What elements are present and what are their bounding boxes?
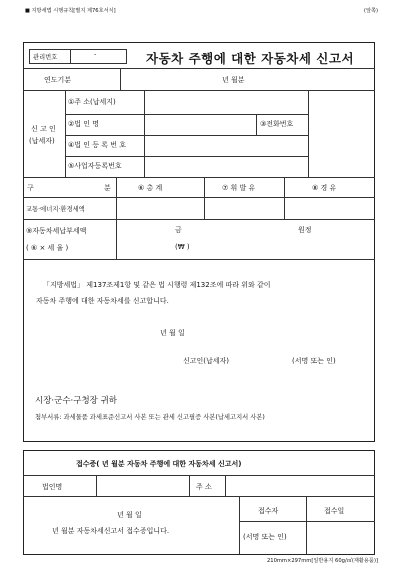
attachments-note: 첨부서류: 과세물품 과세표준신고서 사본 또는 관세 신고필증 사본(납세고지서 사본)	[35, 414, 265, 421]
filing-date[interactable]: 년 월 일	[160, 329, 185, 337]
column-header-diesel: ⑧ 경 유	[312, 184, 337, 192]
year-label: 연도기분	[44, 76, 72, 84]
receipt-title: 접수증( 년 월분 자동차 주행에 대한 자동차세 신고서)	[76, 460, 242, 468]
filer-sublabel: (납세자)	[29, 137, 55, 145]
tax-row-label: 교통·에너지·환경세액	[26, 206, 85, 213]
statement-line-1: 「지방세법」 제137조제1항 및 같은 법 시행령 제132조에 따라 위와 같이	[43, 281, 271, 289]
biz-reg-label: ⑤사업자등록번호	[68, 162, 122, 170]
receiver-label: 접수자	[258, 507, 279, 515]
receipt-address-label: 주 소	[196, 483, 212, 491]
payment-label: ⑨자동차세납부세액	[26, 227, 87, 235]
statement-line-2: 자동차 주행에 대한 자동차세를 신고합니다.	[36, 297, 169, 305]
paper-spec: 210mm×297mm[일반용지 60g/㎡(재활용품)]	[266, 558, 378, 564]
phone-label: ③전화번호	[260, 120, 294, 128]
receive-date-label: 접수일	[324, 507, 345, 515]
address-label: ①주 소(납세지)	[68, 98, 116, 106]
addressee: 시장·군수·구청장 귀하	[35, 396, 118, 406]
corp-name-label: ②법 인 명	[68, 120, 100, 128]
filer-label: 신 고 인	[31, 125, 56, 133]
management-number-label: 관리번호	[33, 54, 58, 61]
column-header-gasoline: ⑦ 휘 발 유	[222, 184, 256, 192]
year-field[interactable]: 년 월분	[222, 76, 245, 84]
receipt-date: 년 월 일	[117, 511, 142, 519]
form-reference: ■ 지방세법 시행규칙[별지 제76호서식]	[25, 8, 116, 14]
receiver-signature[interactable]: (서명 또는 인)	[243, 533, 287, 541]
corp-reg-label: ④법 인 등 록 번 호	[68, 141, 126, 149]
amount-unit: 원정	[298, 226, 312, 234]
column-header-bun: 분	[104, 184, 111, 192]
receipt-text: 년 월분 자동차세신고서 접수증입니다.	[52, 527, 170, 535]
page-side-label: (앞쪽)	[363, 8, 378, 14]
signer-label: 신고인(납세자)	[183, 357, 230, 365]
signature-field[interactable]: (서명 또는 인)	[292, 357, 336, 365]
form-title: 자동차 주행에 대한 자동차세 신고서	[146, 51, 355, 66]
column-header-gu: 구	[27, 184, 34, 192]
management-number-value[interactable]: -	[94, 51, 97, 58]
receipt-corp-label: 법인명	[42, 483, 63, 491]
amount-label: 금	[175, 226, 182, 234]
column-header-total: ⑥ 총 계	[138, 184, 163, 192]
amount-field[interactable]: (₩ )	[175, 243, 190, 251]
payment-formula: ( ⑥ × 세 율 )	[26, 244, 69, 252]
